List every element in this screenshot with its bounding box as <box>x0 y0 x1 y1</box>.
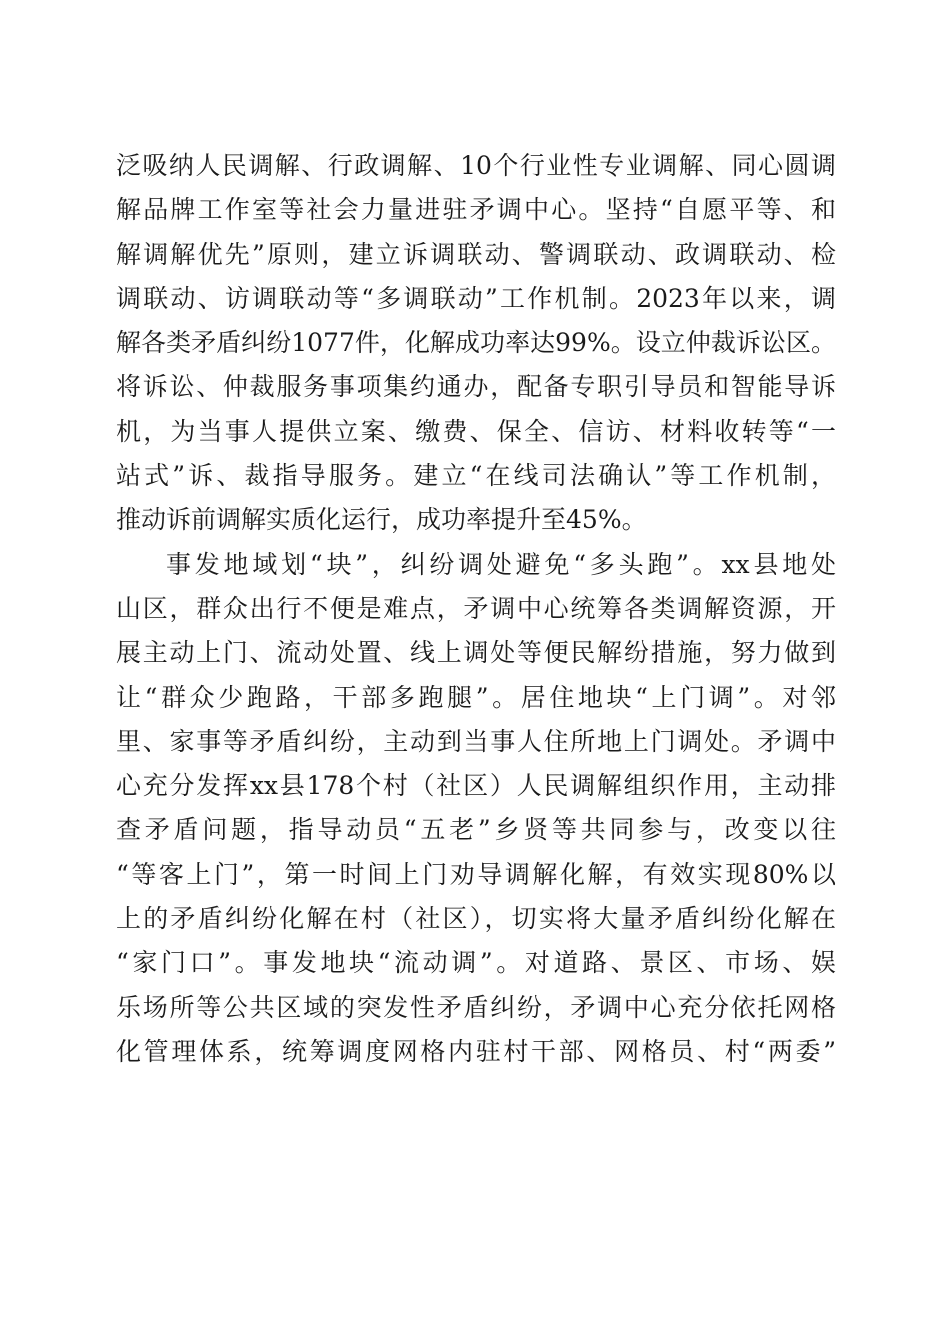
paragraph-2-line-9: 上的矛盾纠纷化解在村（社区），切实将大量矛盾纠纷化解在 <box>116 904 836 934</box>
paragraph-1-line-7: 机，为当事人提供立案、缴费、保全、信访、材料收转等“一 <box>116 416 836 446</box>
paragraph-1-line-9: 推动诉前调解实质化运行，成功率提升至45%。 <box>116 505 647 535</box>
paragraph-2-line-5: 里、家事等矛盾纠纷，主动到当事人住所地上门调处。矛调中 <box>116 726 836 756</box>
paragraph-1-line-5: 解各类矛盾纠纷1077件，化解成功率达99%。设立仲裁诉讼区。 <box>116 328 836 358</box>
paragraph-1-line-4: 调联动、访调联动等“多调联动”工作机制。2023年以来，调 <box>116 283 836 313</box>
paragraph-1-line-2: 解品牌工作室等社会力量进驻矛调中心。坚持“自愿平等、和 <box>116 195 836 225</box>
paragraph-2-line-6: 心充分发挥xx县178个村（社区）人民调解组织作用，主动排 <box>116 771 836 801</box>
paragraph-2-line-2: 山区，群众出行不便是难点，矛调中心统筹各类调解资源，开 <box>116 593 836 623</box>
paragraph-2-line-11: 乐场所等公共区域的突发性矛盾纠纷，矛调中心充分依托网格 <box>116 992 836 1022</box>
body-text <box>116 144 836 1074</box>
paragraph-2-line-10: “家门口”。事发地块“流动调”。对道路、景区、市场、娱 <box>116 948 836 978</box>
paragraph-2-line-3: 展主动上门、流动处置、线上调处等便民解纷措施，努力做到 <box>116 638 836 668</box>
paragraph-2-line-4: 让“群众少跑路，干部多跑腿”。居住地块“上门调”。对邻 <box>116 682 836 712</box>
paragraph-2-line-12: 化管理体系，统筹调度网格内驻村干部、网格员、村“两委” <box>116 1036 836 1066</box>
paragraph-1-line-8: 站式”诉、裁指导服务。建立“在线司法确认”等工作机制， <box>116 461 836 491</box>
paragraph-1-line-3: 解调解优先”原则，建立诉调联动、警调联动、政调联动、检 <box>116 239 836 269</box>
paragraph-1-line-6: 将诉讼、仲裁服务事项集约通办，配备专职引导员和智能导诉 <box>116 372 836 402</box>
paragraph-2-line-8: “等客上门”，第一时间上门劝导调解化解，有效实现80%以 <box>116 859 836 889</box>
paragraph-1-line-1: 泛吸纳人民调解、行政调解、10个行业性专业调解、同心圆调 <box>116 151 836 180</box>
paragraph-2-line-7: 查矛盾问题，指导动员“五老”乡贤等共同参与，改变以往 <box>116 815 836 845</box>
paragraph-2-line-1: 事发地域划“块”，纠纷调处避免“多头跑”。xx县地处 <box>166 549 836 579</box>
